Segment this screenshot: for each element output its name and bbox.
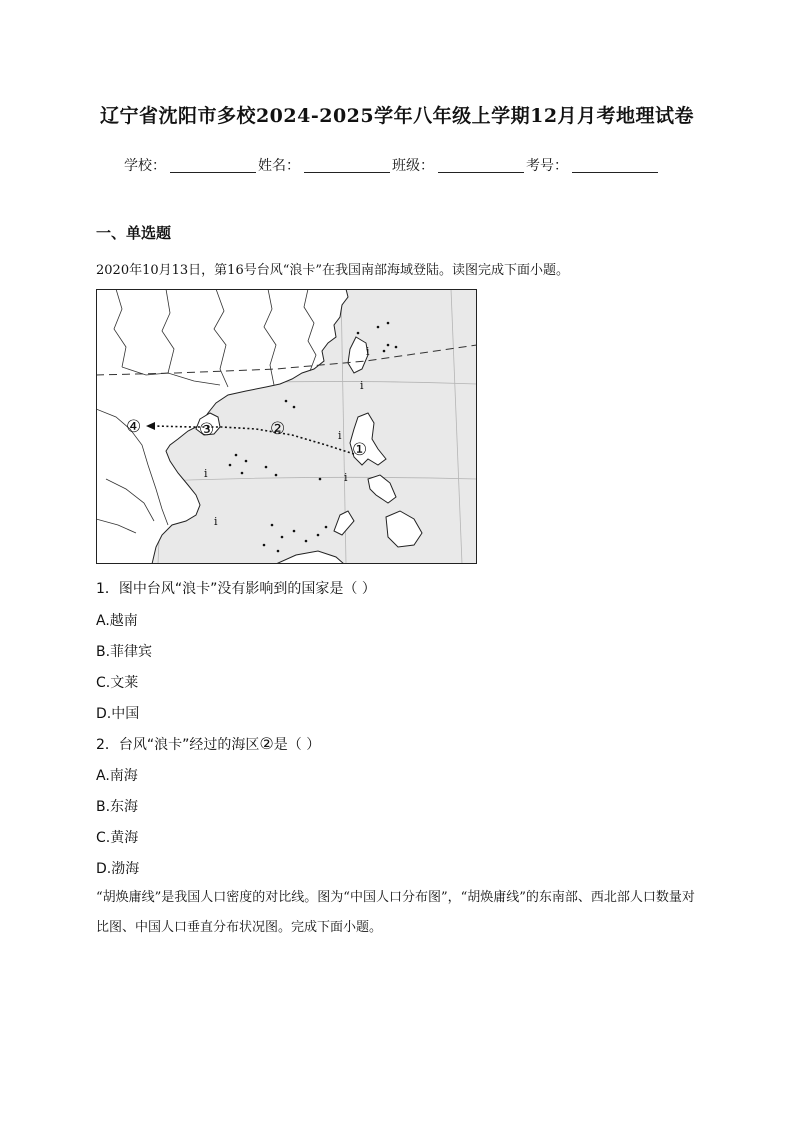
exam-no-label: 考号： bbox=[526, 158, 568, 174]
typhoon-map bbox=[96, 289, 477, 564]
name-label: 姓名： bbox=[258, 158, 300, 174]
section-title: 一、单选题 bbox=[96, 224, 172, 242]
map-label-four: ④ bbox=[126, 417, 142, 437]
svg-text:i: i bbox=[360, 379, 364, 392]
class-field bbox=[392, 155, 526, 175]
school-label: 学校： bbox=[124, 158, 166, 174]
q2-stem-pre: 2．台风“浪卡”经过的海区 bbox=[96, 737, 260, 753]
student-info-row bbox=[124, 155, 660, 175]
passage-text: “胡焕庸线”是我国人口密度的对比线。图为“中国人口分布图”，“胡焕庸线”的东南部、西北部人口数量对比图、中国人口垂直分布状况图。完成下面小题。 bbox=[96, 890, 695, 935]
svg-text:i: i bbox=[366, 345, 370, 358]
class-blank[interactable] bbox=[438, 158, 524, 173]
school-field bbox=[124, 155, 258, 175]
q2-option-a[interactable]: A.南海 bbox=[96, 768, 138, 784]
intro-text: 2020年10月13日，第16号台风“浪卡”在我国南部海域登陆。读图完成下面小题。 bbox=[96, 263, 570, 278]
svg-text:i: i bbox=[344, 471, 348, 484]
question-1-stem: 1．图中台风“浪卡”没有影响到的国家是（ ） bbox=[96, 581, 376, 597]
q1-option-b[interactable]: B.菲律宾 bbox=[96, 644, 153, 660]
q2-option-b[interactable]: B.东海 bbox=[96, 799, 139, 815]
q2-stem-mark: ② bbox=[259, 734, 274, 753]
svg-text:i: i bbox=[338, 429, 342, 442]
map-label-two: ② bbox=[270, 419, 286, 439]
q1-option-a[interactable]: A.越南 bbox=[96, 613, 138, 629]
q1-option-c[interactable]: C.文莱 bbox=[96, 675, 139, 691]
map-label-three: ③ bbox=[199, 420, 215, 440]
class-label: 班级： bbox=[392, 158, 434, 174]
school-blank[interactable] bbox=[170, 158, 256, 173]
name-field bbox=[258, 155, 392, 175]
q2-stem-post: 是（ ） bbox=[273, 737, 321, 753]
svg-text:i: i bbox=[214, 515, 218, 528]
svg-text:i: i bbox=[204, 467, 208, 480]
exam-no-field bbox=[526, 155, 660, 175]
q2-option-d[interactable]: D.渤海 bbox=[96, 861, 140, 877]
question-2-stem bbox=[96, 734, 320, 754]
map-label-one: ① bbox=[352, 440, 368, 460]
q1-option-d[interactable]: D.中国 bbox=[96, 706, 140, 722]
exam-no-blank[interactable] bbox=[572, 158, 658, 173]
page-title: 辽宁省沈阳市多校2024-2025学年八年级上学期12月月考地理试卷 bbox=[99, 105, 695, 127]
q2-option-c[interactable]: C.黄海 bbox=[96, 830, 139, 846]
name-blank[interactable] bbox=[304, 158, 390, 173]
